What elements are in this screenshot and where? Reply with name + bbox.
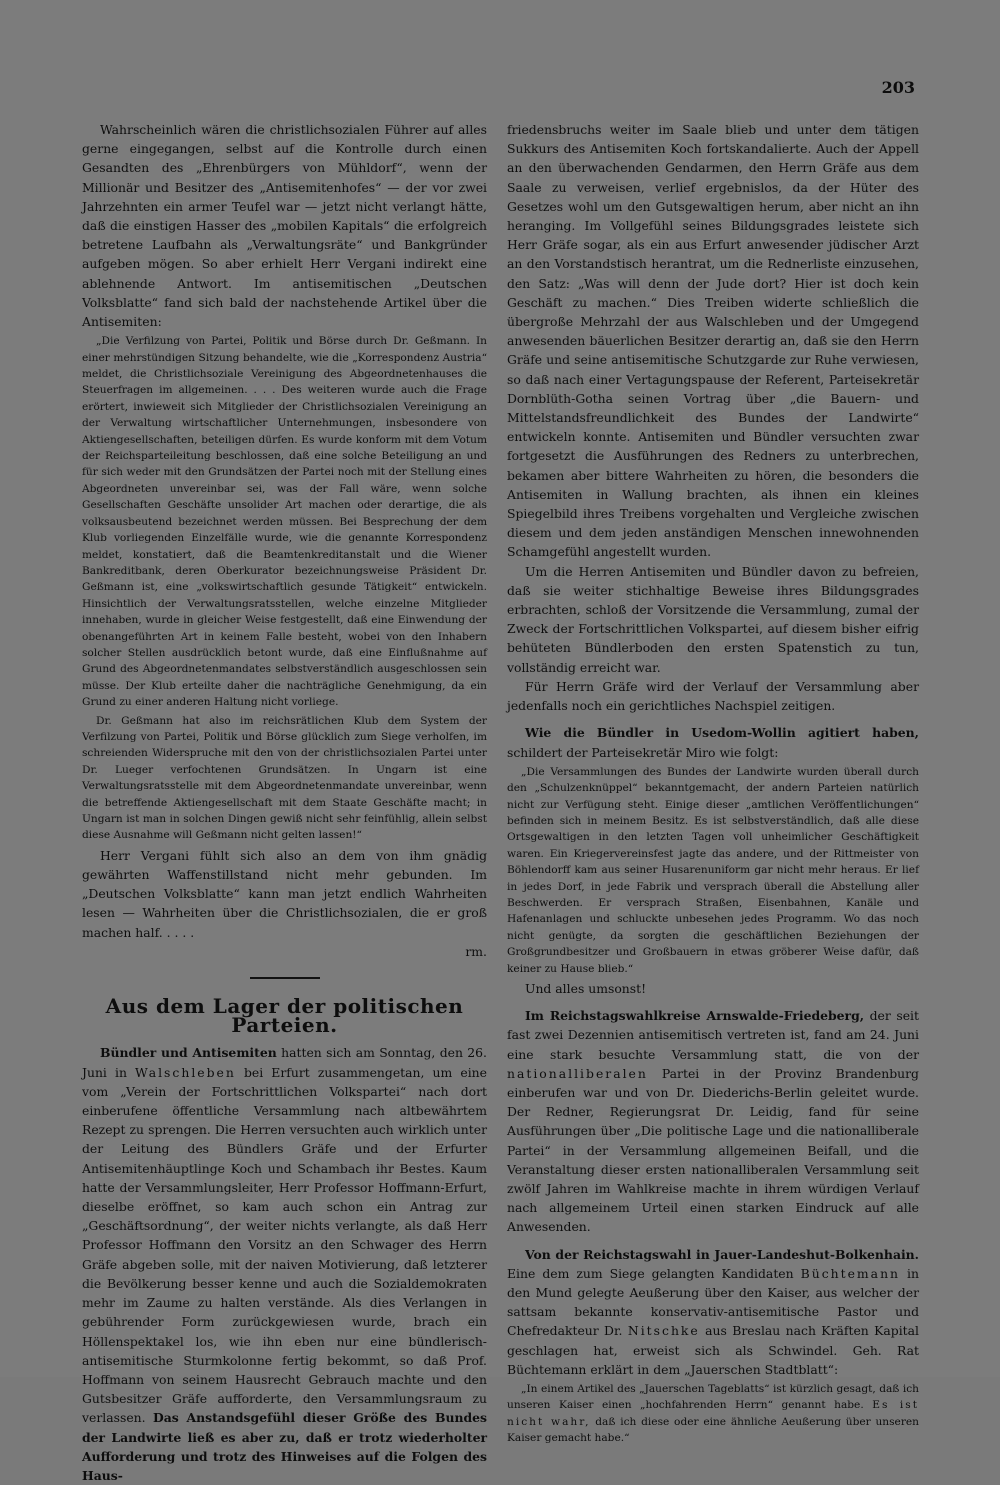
paragraph: Wahrscheinlich wären die christlichsozialen Führer auf alles gerne eingegangen, selbst auf die Kontrolle durch einen Gesandten des „Ehrenbürgers von Mühldorf“, wenn der Millionär und Besitzer des „Antisemitenhofes“ — der vor zwei Jahrzehnten ein armer Teufel war — jetzt nicht verlangt hätte, daß die einstigen Hasser des „mobilen Kapitals“ die erfolgreich betretene Laufbahn als „Verwaltungsräte“ und Bankgründer aufgeben mögen. So aber erhielt Herr Vergani indirekt eine ablehnende Antwort. Im antisemitischen „Deutschen Volksblatte“ fand sich bald der nachstehende Artikel über die Antisemiten: [82, 122, 487, 330]
quote-block: Dr. Geßmann hat also im reichsrätlichen Klub dem System der Verfilzung von Partei, Politik und Börse glücklich zum Siege verholfen, im schreienden Widerspruche mit den von der christlichsozialen Partei unter Dr. Lueger verfochtenen Grundsätzen. In Ungarn ist eine Verwaltungsratsstelle mit dem Abgeordnetenmandate unvereinbar, wenn die betreffende Aktiengesellschaft mit dem Staate Geschäfte macht; in Ungarn ist man in solchen Dingen gewiß nicht sehr feinfühlig, allein selbst diese Ausnahme will Geßmann nicht gelten lassen!“ [82, 714, 487, 842]
quote-block: „In einem Artikel des „Jauerschen Tageblatts“ ist kürzlich gesagt, daß ich unseren Kaiser einen „hochfahrenden Herrn“ genannt habe. Es ist nicht wahr, daß ich diese oder eine ähnliche Aeußerung über unseren Kaiser gemacht habe.“ [507, 1383, 919, 1445]
section-heading: Aus dem Lager der politischen Parteien. [105, 994, 464, 1038]
quote-block: „Die Verfilzung von Partei, Politik und Börse durch Dr. Geßmann. In einer mehrstündigen Sitzung behandelte, wie die „Korrespondenz Austria“ meldet, die Christlichsoziale Vereinigung des Abgeordnetenhauses die Steuerfragen im allgemeinen. . . . Des weiteren wurde auch die Frage erörtert, inwieweit sich Mitglieder der Christlichsozialen Vereinigung an der Verwaltung wirtschaftlicher Unternehmungen, insbesondere von Aktiengesellschaften, beteiligen dürfen. Es wurde konform mit dem Votum der Reichsparteileitung beschlossen, daß eine solche Beteiligung an und für sich weder mit den Grundsätzen der Partei noch mit der Stellung eines Abgeordneten unvereinbar sei, was der Fall wäre, wenn solche Gesellschaften Geschäfte unsolider Art machen oder derartige, die als volksausbeutend bezeichnet werden müssen. Bei Besprechung der dem Klub vorliegenden Einzelfälle wurde, wie die genannte Korrespondenz meldet, konstatiert, daß die Beamtenkreditanstalt und die Wiener Bankreditbank, deren Oberkurator bezeichnungsweise Präsident Dr. Geßmann ist, eine „volkswirtschaftlich gesunde Tätigkeit“ entwickeln. Hinsichtlich der Verwaltungsratsstellen, welche einzelne Mitglieder innehaben, wurde in gleicher Weise festgestellt, daß eine Einwendung der obenangeführten Art in keinem Falle besteht, wobei von den Inhabern solcher Stellen ausdrücklich betont wurde, daß eine Einflußnahme auf Grund des Abgeordnetenmandates selbstverständlich ausgeschlossen sein müsse. Der Klub erteilte daher die nachträgliche Genehmigung, da ein Grund zu einer anderen Haltung nicht vorliege. [82, 335, 487, 709]
lead-in: Von der Reichstagswahl in Jauer-Landeshut-Bolkenhain. [525, 1246, 919, 1262]
lead-in: Wie die Bündler in Usedom-Wollin agitiert haben, [525, 725, 919, 741]
lead-in: Bündler und Antisemiten [100, 1045, 277, 1061]
paragraph: Wie die Bündler in Usedom-Wollin agitiert haben, schildert der Parteisekretär Miro wie folgt: [507, 725, 919, 760]
left-column [82, 120, 487, 1485]
spaced-text: Nitschke [627, 1323, 700, 1339]
spaced-text: nationalliberalen [507, 1065, 648, 1081]
spaced-text: Büchtemann [800, 1265, 901, 1281]
section-divider [250, 977, 320, 979]
spaced-text: Es ist nicht wahr, [507, 1399, 919, 1428]
paragraph: Herr Vergani fühlt sich also an dem von ihm gnädig gewährten Waffenstillstand nicht mehr gebunden. Im „Deutschen Volksblatte“ kann man jetzt endlich Wahrheiten lesen — Wahrheiten über die Christlichsozialen, die er groß machen half. . . . . [82, 847, 487, 940]
paragraph: Um die Herren Antisemiten und Bündler davon zu befreien, daß sie weiter stichhaltige Beweise ihres Bildungsgrades erbrachten, schloß der Vorsitzende die Versammlung, zumal der Zweck der Fortschrittlichen Volkspartei, auf diesem bisher eifrig behüteten Bündlerboden den ersten Spatenstich zu tun, vollständig erreicht war. [507, 563, 919, 675]
paragraph: friedensbruchs weiter im Saale blieb und unter dem tätigen Sukkurs des Antisemiten Koch fortskandalierte. Auch der Appell an den überwachenden Gendarmen, den Herrn Gräfe aus dem Saale zu verweisen, verlief ergebnislos, da der Hüter des Gesetzes wohl um den Gutsgewaltigen herum, aber nicht an ihn heranging. Im Vollgefühl seines Bildungsgrades leistete sich Herr Gräfe sogar, als ein aus Erfurt anwesender jüdischer Arzt an den Vorstandstisch herantrat, um die Rednerliste einzusehen, den Satz: „Was will denn der Jude dort? Hier ist doch kein Geschäft zu machen.“ Dies Treiben widerte schließlich die übergroße Mehrzahl der aus Walschleben und der Umgegend anwesenden bäuerlichen Besitzer derartig an, daß sie den Herrn Gräfe und seine antisemitische Schutzgarde zur Ruhe verwiesen, so daß nach einer Vertagungspause der Referent, Parteisekretär Dornblüth-Gotha seinen Vortrag über „die Bauern- und Mittelstandsfreundlichkeit des Bundes der Landwirte“ entwickeln konnte. Antisemiten und Bündler versuchten zwar fortgesetzt die Ausführungen des Redners zu unterbrechen, bekamen aber bittere Wahrheiten zu hören, die besonders die Antisemiten in Wallung brachten, als ihnen ein kleines Spiegelbild ihres Treibens vorgehalten und Vergleiche zwischen diesem und dem jeden anständigen Menschen innewohnenden Schamgefühl angestellt wurden. [507, 122, 919, 560]
paragraph: Für Herrn Gräfe wird der Verlauf der Versammlung aber jedenfalls noch ein gerichtliches Nachspiel zeitigen. [507, 678, 919, 714]
right-column [507, 120, 919, 1449]
place-name: Walschleben [135, 1064, 236, 1080]
emphasized-text: Das Anstandsgefühl dieser Größe des Bundes der Landwirte ließ es aber zu, daß er trotz wiederholter Aufforderung und trotz des Hinweises auf die Folgen des Haus- [82, 1410, 487, 1483]
paragraph: Von der Reichstagswahl in Jauer-Landeshut-Bolkenhain. Eine dem zum Siege gelangten Kandidaten Büchtemann in den Mund gelegte Aeußerung über den Kaiser, aus welcher der sattsam bekannte konservativ-antisemitische Pastor und Chefredakteur Dr. Nitschke aus Breslau nach Kräften Kapital geschlagen hat, erweist sich als Schwindel. Geh. Rat Büchtemann erklärt in dem „Jauerschen Stadtblatt“: [507, 1246, 919, 1377]
signature: rm. [465, 943, 487, 959]
quote-block: „Die Versammlungen des Bundes der Landwirte wurden überall durch den „Schulzenknüppel“ bekanntgemacht, der andern Parteien natürlich nicht zur Verfügung steht. Einige dieser „amtlichen Veröffentlichungen“ befinden sich in meinem Besitz. Es ist selbstverständlich, daß alle diese Ortsgewaltigen in den letzten Tagen voll unheimlicher Geschäftigkeit waren. Ein Kriegervereinsfest jagte das andere, und der Rittmeister von Böhlendorff kam aus seiner Husarenuniform gar nicht mehr heraus. Er lief in jedes Dorf, in jede Fabrik und versprach überall die Abstellung aller Beschwerden. Er versprach Straßen, Eisenbahnen, Kanäle und Hafenanlagen und schluckte unbesehen jedes Programm. Wo das noch nicht genügte, da sorgten die geschäftlichen Beziehungen der Großgrundbesitzer und Großbauern in etwas gröberer Weise dafür, daß keiner zu Hause blieb.“ [507, 765, 919, 975]
lead-in: Im Reichstagswahlkreise Arnswalde-Friedeberg, [525, 1008, 865, 1024]
page-number: 203 [881, 78, 915, 97]
paragraph: Bündler und Antisemiten hatten sich am Sonntag, den 26. Juni in Walschleben bei Erfurt zusammengetan, um eine vom „Verein der Fortschrittlichen Volkspartei“ nach dort einberufene öffentliche Versammlung nach altbewährtem Rezept zu sprengen. Die Herren versuchten auch wirklich unter der Leitung des Bündlers Gräfe und der Erfurter Antisemitenhäuptlinge Koch und Schambach ihr Bestes. Kaum hatte der Versammlungsleiter, Herr Professor Hoffmann-Erfurt, dieselbe eröffnet, so kam auch schon ein Antrag zur „Geschäftsordnung“, der weiter nichts verlangte, als daß Herr Professor Hoffmann den Vorsitz an den Schwager des Herrn Gräfe abgeben solle, mit der naiven Motivierung, daß letzterer die Bevölkerung besser kenne und auch die Sozialdemokraten mehr im Zaume zu halten verstände. Als dies Verlangen in gebührender Form zurückgewiesen wurde, brach ein Höllenspektakel los, wie ihn eben nur eine bündlerisch-antisemitische Sturmkolonne fertig bekommt, so daß Prof. Hoffmann von seinem Hausrecht Gebrauch machte und den Gutsbesitzer Gräfe aufforderte, den Versammlungsraum zu verlassen. Das Anstandsgefühl dieser Größe des Bundes der Landwirte ließ es aber zu, daß er trotz wiederholter Aufforderung und trotz des Hinweises auf die Folgen des Haus- [82, 1045, 487, 1483]
paragraph: Im Reichstagswahlkreise Arnswalde-Friedeberg, der seit fast zwei Dezennien antisemitisch vertreten ist, fand am 24. Juni eine stark besuchte Versammlung statt, die von der nationalliberalen Partei in der Provinz Brandenburg einberufen war und von Dr. Diederichs-Berlin geleitet wurde. Der Redner, Regierungsrat Dr. Leidig, fand für seine Ausführungen über „Die politische Lage und die nationalliberale Partei“ in der Versammlung allgemeinen Beifall, und die Veranstaltung dieser ersten nationalliberalen Versammlung seit zwölf Jahren im Wahlkreise machte in ihrem würdigen Verlauf nach allgemeinem Urteil einen starken Eindruck auf alle Anwesenden. [507, 1008, 919, 1235]
paragraph: Und alles umsonst! [525, 980, 647, 996]
